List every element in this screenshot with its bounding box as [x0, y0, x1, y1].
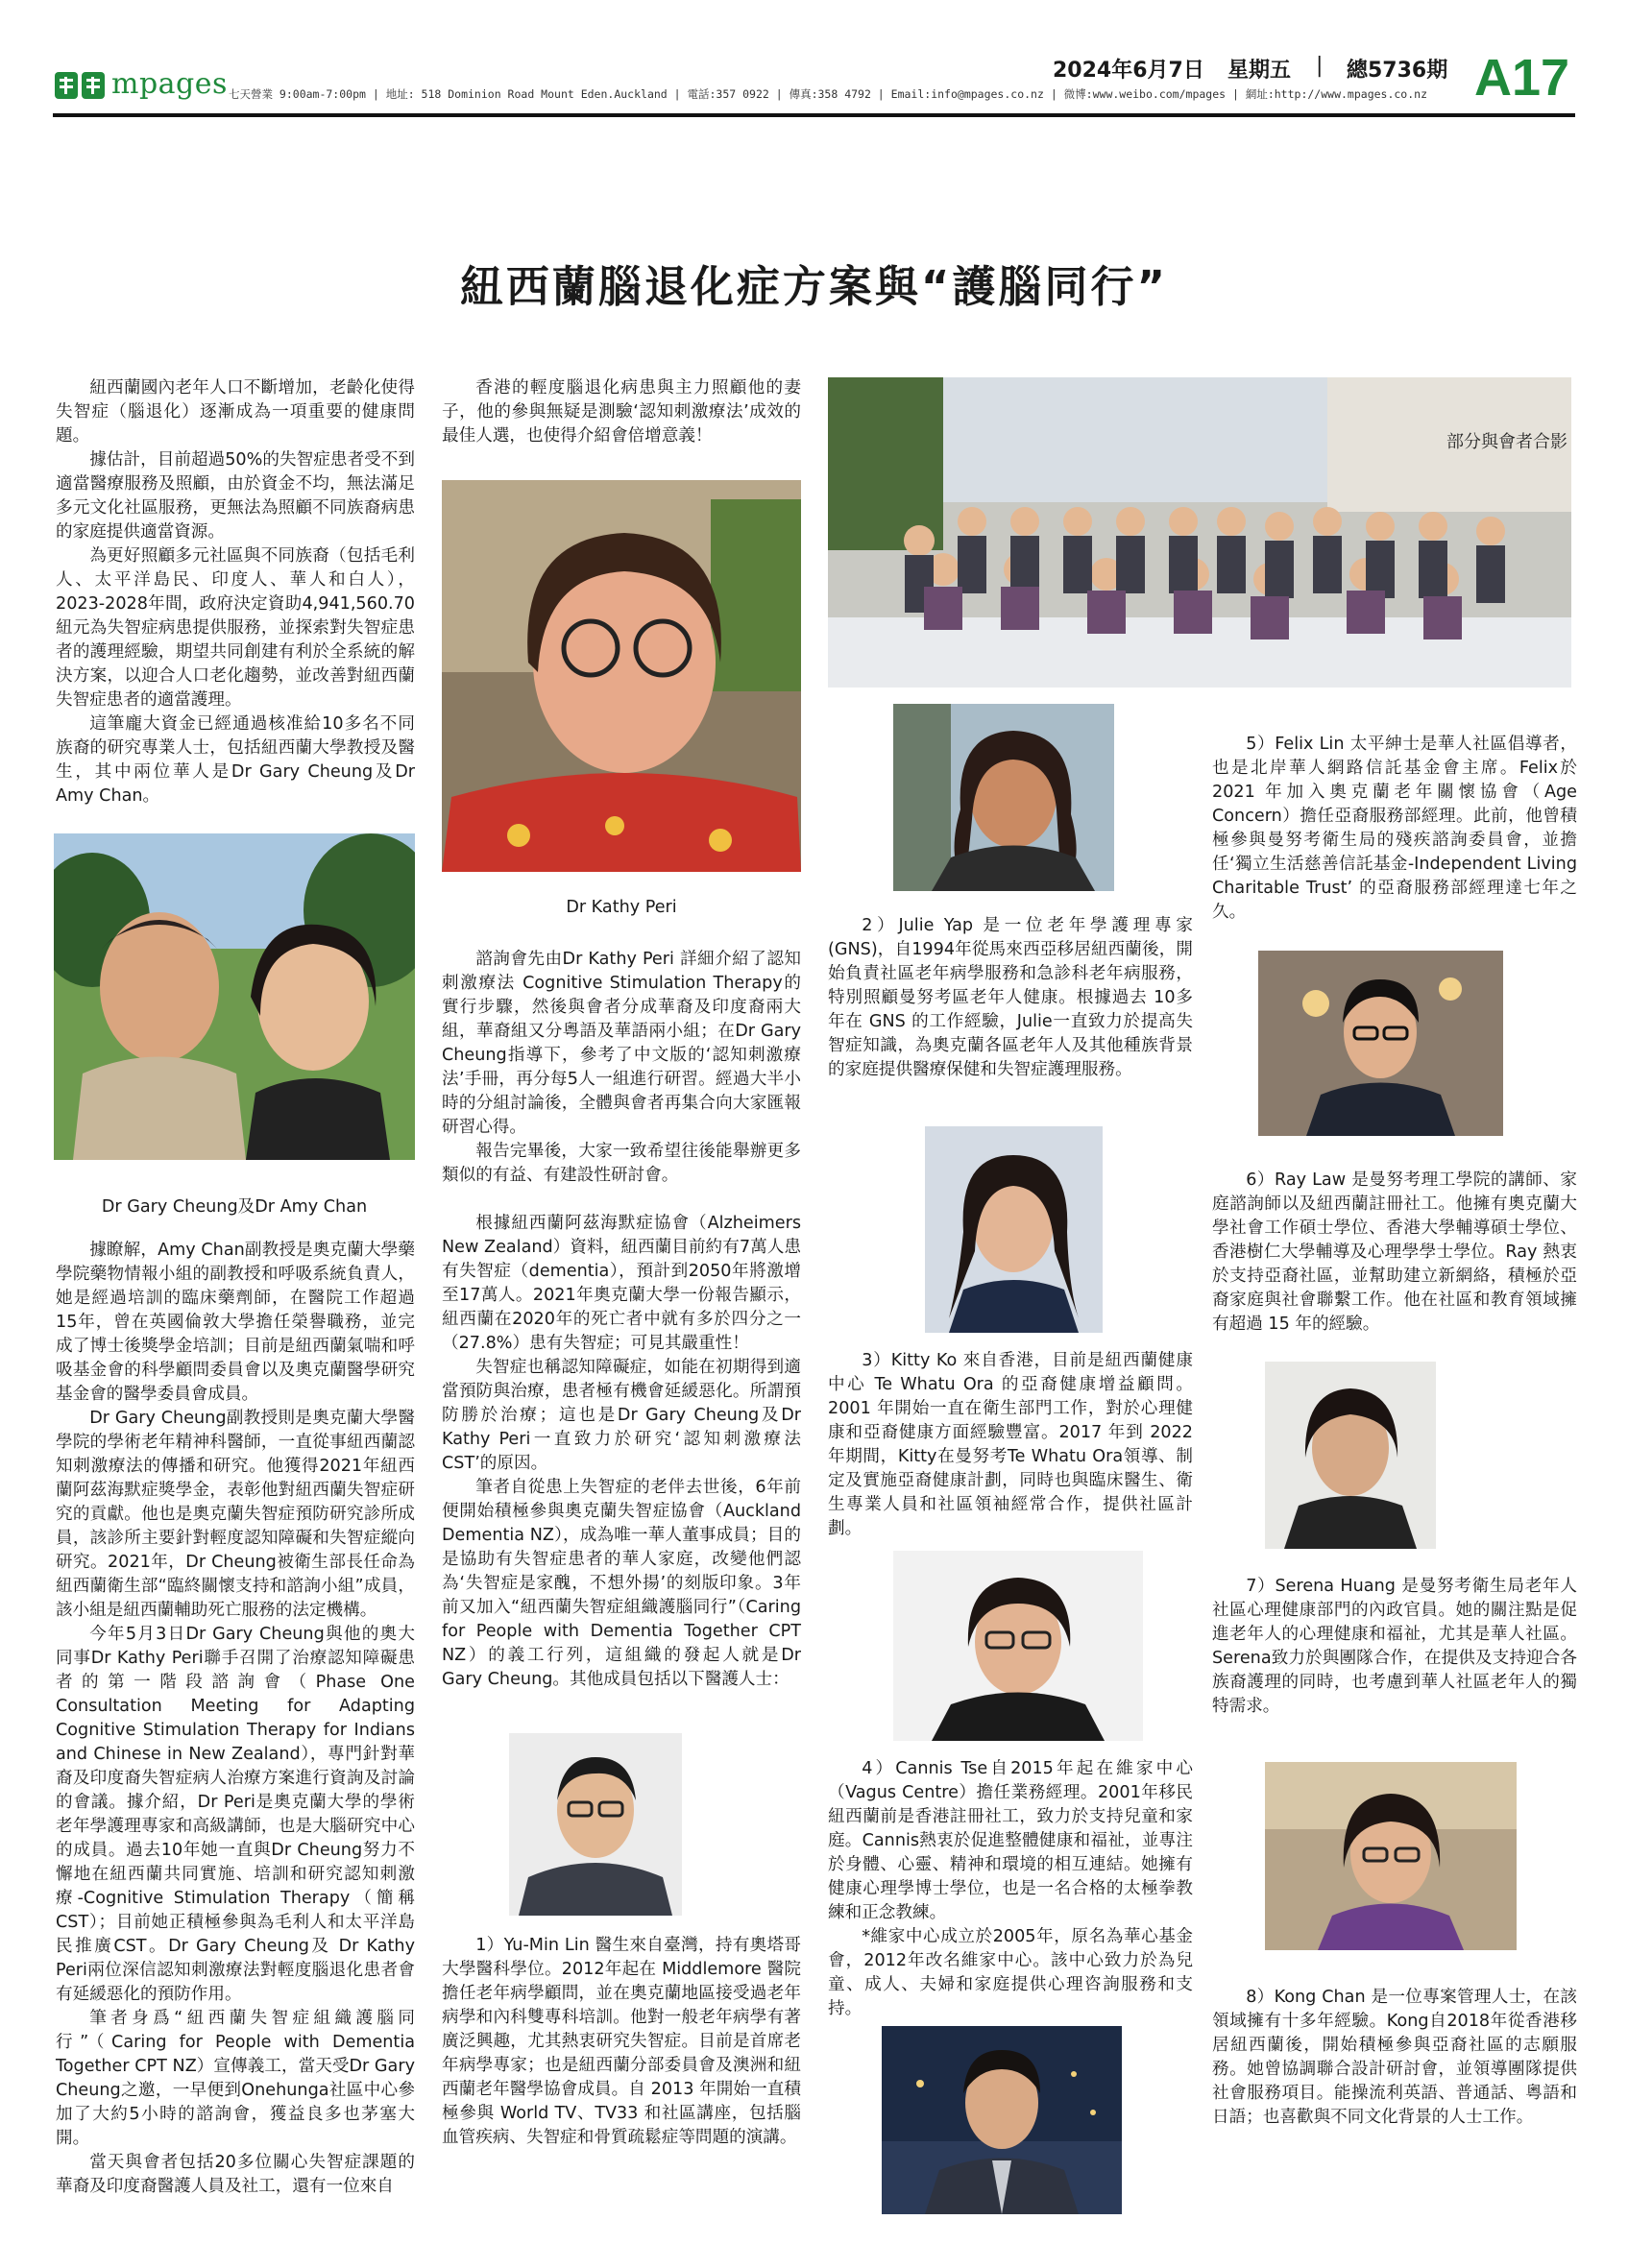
member-bio: [1212, 1986, 1577, 2130]
photo-gary-cheung-amy-chan: [54, 833, 415, 1160]
photo-group: [828, 377, 1571, 688]
paragraph: 4）Cannis Tse自2015年起在維家中心（Vagus Centre）擔任業務經理。2001年移民紐西蘭前是香港註冊社工，致力於支持兒童和家庭。Cannis熱衷於促進整體健康和福祉，並專注於身體、心靈、精神和環境的相互連結。她擁有健康心理學博士學位，也是一名合格的太極拳教練和正念教練。: [828, 1759, 1193, 1922]
paragraph: 根據紐西蘭阿茲海默症協會（Alzheimers New Zealand）資料，紐西蘭目前約有7萬人患有失智症（dementia），預計到2050年將激增至17萬人。2021年奧克蘭大學一份報告顯示，紐西蘭在2020年的死亡者中就有多於四分之一（27.8%）患有失智症；可見其嚴重性！: [442, 1214, 801, 1353]
paragraph: 1）Yu-Min Lin 醫生來自臺灣，持有奧塔哥大學醫科學位。2012年起在 Middlemore 醫院擔任老年病學顧問，並在奧克蘭地區接受過老年病學和內科雙專科培訓。他對一般老年病學有著廣泛興趣，尤其熱衷研究失智症。目前是首席老年病學專家；也是紐西蘭分部委員會及澳洲和紐西蘭老年醫學協會成員。自 2013 年開始一直積極參與 World TV、TV33 和社區講座，包括腦血管疾病、失智症和骨質疏鬆症等問題的演講。: [442, 1936, 801, 2147]
paragraph: 當天與會者包括20多位關心失智症課題的華裔及印度裔醫護人員及社工，還有一位來自: [56, 2153, 415, 2196]
paragraph: 紐西蘭國內老年人口不斷增加，老齡化使得失智症（腦退化）逐漸成為一項重要的健康問題。: [56, 378, 415, 446]
paragraph: 今年5月3日Dr Gary Cheung與他的奧大同事Dr Kathy Peri聯手召開了治療認知障礙患者的第一階段諮詢會（Phase One Consultation Meeting for Adapting Cognitive Stimulation Therapy for Indians and Chinese in New Zealand），專門針對華裔及印度裔失智症病人治療方案進行資詢及討論的會議。據介紹，Dr Peri是奧克蘭大學的學術老年學護理專家和高級講師，也是大腦研究中心的成員。過去10年她一直與Dr Cheung努力不懈地在紐西蘭共同實施、培訓和研究認知刺激療-Cognitive Stimulation Therapy（簡稱CST）；目前她正積極參與為毛利人和太平洋島民推廣CST。Dr Gary Cheung及 Dr Kathy Peri兩位深信認知刺激療法對輕度腦退化患者會有延緩惡化的預防作用。: [56, 1625, 415, 2004]
paragraph: 筆者自從患上失智症的老伴去世後，6年前便開始積極參與奧克蘭失智症協會（Auckland Dementia NZ），成為唯一華人董事成員；目的是協助有失智症患者的華人家庭，改變他們認為‘失智症是家醜，不想外揚’的刻版印象。3年前又加入“紐西蘭失智症組織護腦同行”（Caring for People with Dementia Together CPT NZ）的義工行列，這組織的發起人就是Dr Gary Cheung。其他成員包括以下醫護人士：: [442, 1478, 801, 1689]
paragraph: 諮詢會先由Dr Kathy Peri 詳細介紹了認知刺激療法 Cognitive Stimulation Therapy的實行步驟，然後與會者分成華裔及印度裔兩大組，華裔組又分粵語及華語兩小組；在Dr Gary Cheung指導下，參考了中文版的‘認知刺激療法’手冊，再分每5人一組進行研習。經過大半小時的分組討論後，全體與會者再集合向大家匯報研習心得。: [442, 950, 801, 1137]
article-headline: 紐西蘭腦退化症方案與“護腦同行”: [459, 261, 1169, 312]
photo-caption: Dr Gary Cheung及Dr Amy Chan: [101, 1197, 368, 1217]
photo-ray-law: [1258, 951, 1503, 1136]
paragraph: 報告完畢後，大家一致希望往後能舉辦更多類似的有益、有建設性研討會。: [442, 1142, 801, 1185]
photo-kitty-ko: [925, 1126, 1103, 1333]
member-bio: [1212, 1169, 1577, 1337]
column-1-bottom: [56, 1239, 415, 2199]
paragraph: 筆者身爲“紐西蘭失智症組織護腦同行”（Caring for People with Dementia Together CPT NZ）宣傳義工，當天受Dr Gary Cheung之邀，一早便到Onehunga社區中心參加了大約5小時的諮詢會，獲益良多也茅塞大開。: [56, 2009, 415, 2148]
paragraph: Dr Gary Cheung副教授則是奧克蘭大學醫學院的學術老年精神科醫師，一直從事紐西蘭認知刺激療法的傳播和研究。他獲得2021年紐西蘭阿茲海默症獎學金，表彰他對紐西蘭失智症研究的貢獻。他也是奧克蘭失智症預防研究診所成員，該診所主要針對輕度認知障礙和失智症縱向研究。2021年，Dr Cheung被衛生部長任命為紐西蘭衛生部“臨終關懷支持和諮詢小組”成員，該小組是紐西蘭輔助死亡服務的法定機構。: [56, 1409, 415, 1620]
header-divider: |: [1316, 54, 1324, 78]
paragraph: 5）Felix Lin 太平紳士是華人社區倡導者，也是北岸華人網路信託基金會主席。Felix於 2021 年加入奧克蘭老年關懷協會（Age Concern）擔任亞裔服務部經理。此前，他曾積極參與曼努考衛生局的殘疾諮詢委員會，並擔任‘獨立生活慈善信託基金-Independent Living Charitable Trust’ 的亞裔服務部經理達七年之久。: [1212, 735, 1577, 922]
column-1-top: [56, 376, 415, 808]
paragraph: 2）Julie Yap 是一位老年學護理專家(GNS)，自1994年從馬來西亞移居紐西蘭後，開始負責社區老年病學服務和急診科老年病服務，特別照顧曼努考區老年人健康。根據過去 10多 年在 GNS 的工作經驗，Julie一直致力於提高失智症知識，為奧克蘭各區老年人及其他種族背景的家庭提供醫療保健和失智症護理服務。: [828, 916, 1193, 1079]
column-2-middle: [442, 948, 801, 1692]
paragraph: 為更好照顧多元社區與不同族裔（包括毛利人、太平洋島民、印度人、華人和白人），2023-2028年間，政府決定資助4,941,560.70紐元為失智症病患提供服務，並探索對失智症患者的護理經驗，期望共同創建有利於全系統的解決方案，以迎合人口老化趨勢，並改善對紐西蘭失智症患者的適當護理。: [56, 546, 415, 710]
paragraph: 8）Kong Chan 是一位專案管理人士，在該領域擁有十多年經驗。Kong自2018年從香港移居紐西蘭後，開始積極參與亞裔社區的志願服務。她曾協調聯合設計研討會，並領導團隊提供社會服務項目。能操流利英語、普通話、粵語和日語；也喜歡與不同文化背景的人士工作。: [1212, 1988, 1577, 2127]
page-number: A17: [1474, 49, 1570, 107]
member-bio: [828, 1757, 1193, 2021]
paragraph: 這筆龐大資金已經通過核准給10多名不同族裔的研究專業人士，包括紐西蘭大學教授及醫生，其中兩位華人是Dr Gary Cheung及Dr Amy Chan。: [56, 714, 415, 806]
column-2-bottom: [442, 1934, 801, 2150]
member-bio: [828, 914, 1193, 1082]
newspaper-logo-icon: [53, 69, 109, 102]
photo-felix-lin: [882, 2026, 1122, 2214]
contact-line: 七天營業 9:00am-7:00pm | 地址: 518 Dominion Road Mount Eden.Auckland | 電話:357 0922 | 傳真:358 4792 | Email:info@mpages.co.nz | 微博:www.weibo.com/mpages | 網址:http://www.mpages.co.nz: [229, 87, 1428, 101]
paragraph: *維家中心成立於2005年，原名為華心基金會，2012年改名維家中心。該中心致力於為兒童、成人、夫婦和家庭提供心理咨詢服務和支持。: [828, 1927, 1193, 2018]
photo-kong-chan: [1265, 1762, 1517, 1950]
photo-kathy-peri: [442, 480, 801, 872]
issue-date: 2024年6月7日: [1053, 59, 1204, 83]
member-bio: [1212, 1575, 1577, 1719]
issue-number: 總5736期: [1347, 59, 1448, 83]
issue-weekday: 星期五: [1227, 59, 1292, 83]
header-rule: [53, 113, 1575, 117]
paragraph: 失智症也稱認知障礙症，如能在初期得到適當預防與治療，患者極有機會延緩惡化。所謂預防勝於治療；這也是Dr Gary Cheung及Dr Kathy Peri一直致力於研究‘認知刺激療法CST’的原因。: [442, 1358, 801, 1473]
paragraph: 3）Kitty Ko 來自香港，目前是紐西蘭健康中心 Te Whatu Ora 的亞裔健康增益顧問。2001 年開始一直在衛生部門工作，對於心理健康和亞裔健康方面經驗豐富。2017 年到 2022 年期間，Kitty在曼努考Te Whatu Ora領導、制定及實施亞裔健康計劃，同時也與臨床醫生、衛生專業人員和社區領袖經常合作，提供社區計劃。: [828, 1351, 1193, 1538]
photo-cannis-tse: [893, 1551, 1143, 1741]
photo-caption: Dr Kathy Peri: [566, 898, 677, 917]
column-2-top: [442, 376, 801, 448]
member-bio: [1212, 733, 1577, 925]
photo-yu-min-lin: [509, 1733, 682, 1916]
photo-serena-huang: [1265, 1362, 1436, 1549]
member-bio: [828, 1349, 1193, 1541]
paragraph: 據估計，目前超過50%的失智症患者受不到適當醫療服務及照顧，由於資金不均，無法滿足多元文化社區服務，更無法為照顧不同族裔病患的家庭提供適當資源。: [56, 450, 415, 542]
paragraph: 6）Ray Law 是曼努考理工學院的講師、家庭諮詢師以及紐西蘭註冊社工。他擁有奧克蘭大學社會工作碩士學位、香港大學輔導碩士學位、香港樹仁大學輔導及心理學學士學位。Ray 熱衷於支持亞裔社區，並幫助建立新網絡，積極於亞裔家庭與社會聯繫工作。他在社區和教育領域擁有超過 15 年的經驗。: [1212, 1170, 1577, 1334]
photo-julie-yap: [893, 704, 1114, 891]
logo-text: mpages: [111, 67, 228, 101]
paragraph: 據瞭解，Amy Chan副教授是奧克蘭大學藥學院藥物情報小組的副教授和呼吸系統負責人，她是經過培訓的臨床藥劑師，在醫院工作超過15年，曾在英國倫敦大學擔任榮譽職務，並完成了博士後獎學金培訓；目前是紐西蘭氣喘和呼吸基金會的科學顧問委員會以及奧克蘭醫學研究基金會的醫學委員會成員。: [56, 1241, 415, 1404]
paragraph: 7）Serena Huang 是曼努考衛生局老年人社區心理健康部門的內政官員。她的關注點是促進老年人的心理健康和福祉，尤其是華人社區。Serena致力於與團隊合作，在提供及支持迎合各族裔護理的同時，也考慮到華人社區老年人的獨特需求。: [1212, 1577, 1577, 1716]
paragraph: 香港的輕度腦退化病患與主力照顧他的妻子，他的參與無疑是測驗‘認知刺激療法’成效的最佳人選，也使得介紹會倍增意義！: [442, 378, 801, 446]
photo-caption: 部分與會者合影: [1446, 432, 1567, 452]
